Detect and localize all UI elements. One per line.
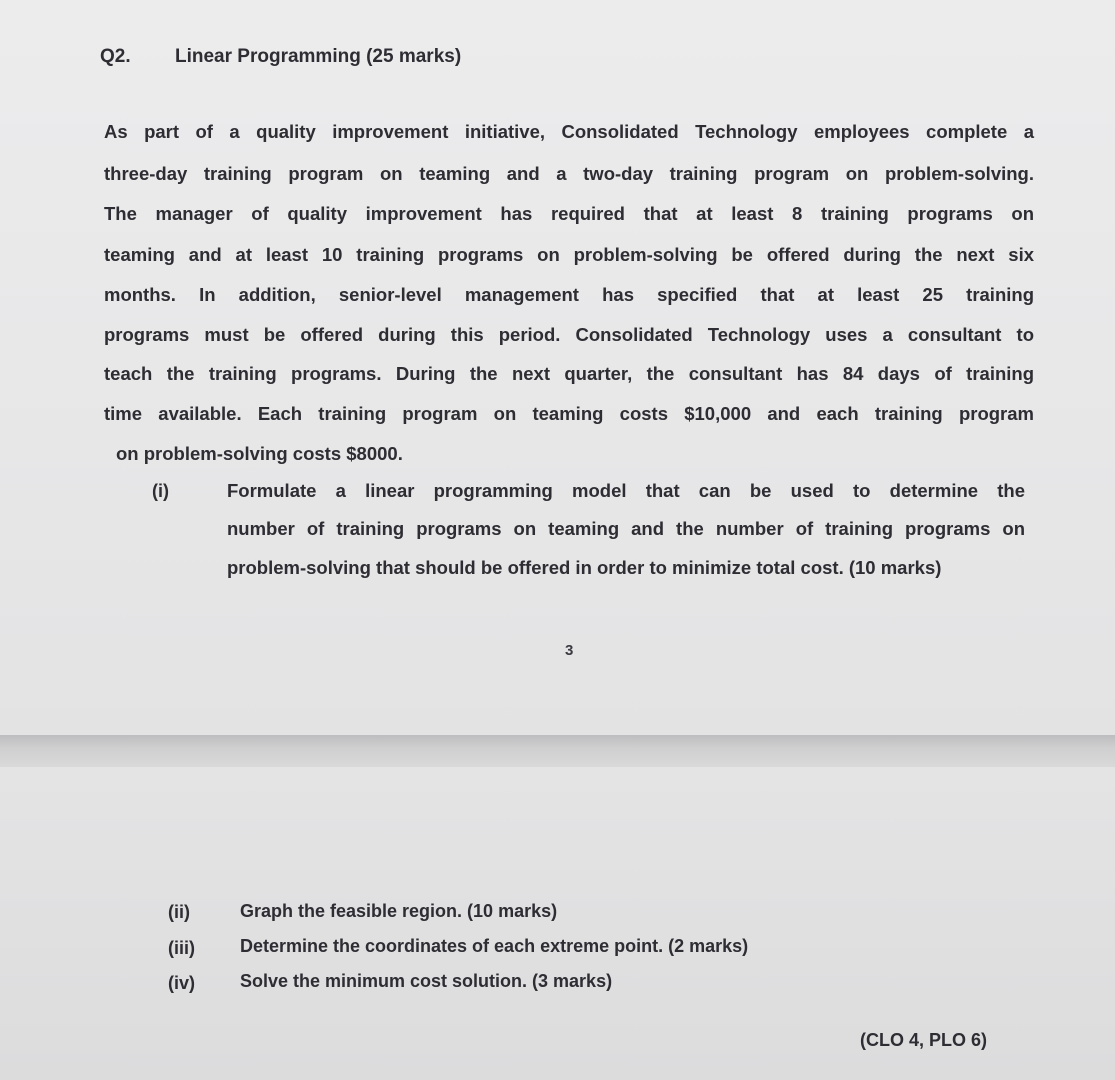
part-i-line: number of training programs on teaming and the number of training programs on bbox=[227, 518, 1025, 539]
part-i-label: (i) bbox=[152, 481, 169, 501]
body-line: three-day training program on teaming and a two-day training program on problem-solving. bbox=[104, 163, 1034, 184]
part-i-line: problem-solving that should be offered in order to minimize total cost. (10 marks) bbox=[227, 557, 942, 578]
part-iii-label: (iii) bbox=[168, 938, 195, 958]
body-line: programs must be offered during this period. Consolidated Technology uses a consultant to bbox=[104, 324, 1034, 345]
body-line: months. In addition, senior-level management has specified that at least 25 training bbox=[104, 284, 1034, 305]
body-line: As part of a quality improvement initiative, Consolidated Technology employees complete a bbox=[104, 121, 1034, 142]
part-i-line: Formulate a linear programming model that can be used to determine the bbox=[227, 480, 1025, 501]
question-number: Q2. bbox=[100, 46, 131, 67]
question-title: Linear Programming (25 marks) bbox=[175, 46, 462, 67]
part-iii-text: Determine the coordinates of each extreme point. (2 marks) bbox=[240, 936, 749, 956]
page-break-gap bbox=[0, 735, 1115, 767]
page-number: 3 bbox=[565, 642, 574, 659]
part-iv-text: Solve the minimum cost solution. (3 marks) bbox=[240, 971, 613, 991]
body-line: time available. Each training program on teaming costs $10,000 and each training program bbox=[104, 403, 1034, 424]
body-line: on problem-solving costs $8000. bbox=[116, 443, 403, 464]
body-line: teach the training programs. During the next quarter, the consultant has 84 days of training bbox=[104, 363, 1034, 384]
clo-plo-reference: (CLO 4, PLO 6) bbox=[860, 1030, 988, 1050]
body-line: teaming and at least 10 training programs on problem-solving be offered during the next six bbox=[104, 244, 1034, 265]
body-line: The manager of quality improvement has required that at least 8 training programs on bbox=[104, 203, 1034, 224]
part-ii-text: Graph the feasible region. (10 marks) bbox=[240, 901, 558, 921]
part-iv-label: (iv) bbox=[168, 973, 195, 993]
part-ii-label: (ii) bbox=[168, 902, 190, 922]
